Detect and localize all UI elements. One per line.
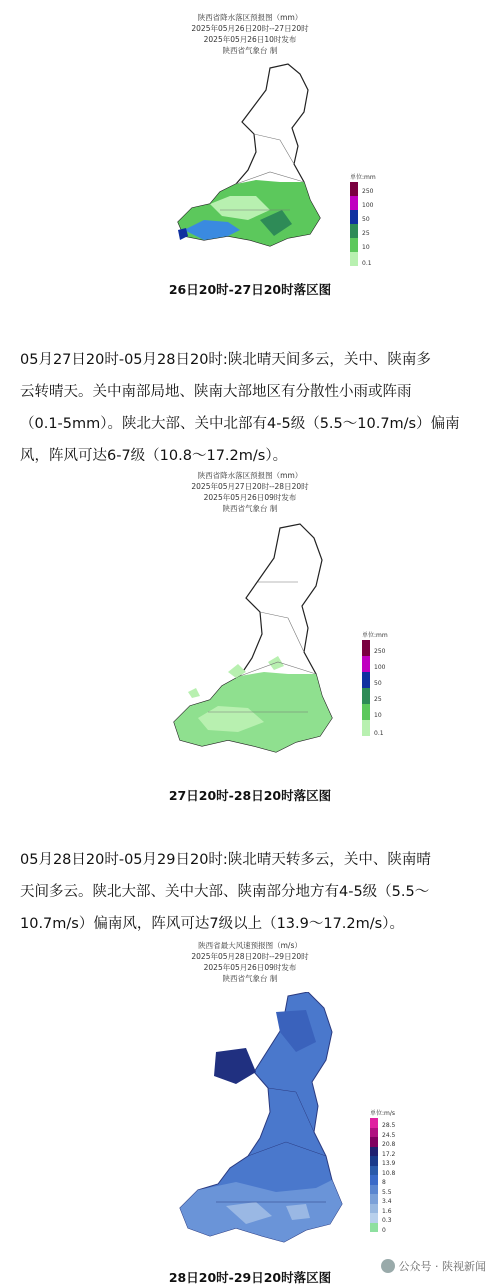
legend-swatch <box>362 720 370 736</box>
legend-label: 5.5 <box>382 1188 392 1196</box>
map-1-issued: 2025年05月26日10时发布 <box>203 35 297 44</box>
legend-swatch <box>370 1166 378 1176</box>
legend-swatch <box>370 1223 378 1233</box>
map-1-legend <box>350 172 390 272</box>
legend-swatch <box>350 210 358 224</box>
legend-label: 0.1 <box>374 730 384 737</box>
legend-swatch <box>370 1213 378 1223</box>
legend-swatch <box>350 238 358 252</box>
map-3-caption: 28日20时-29日20时落区图 <box>168 1270 332 1285</box>
map-2-title: 陕西省降水落区预报图（mm） <box>197 471 303 480</box>
wechat-icon <box>381 1259 395 1273</box>
watermark <box>381 1258 487 1274</box>
paragraph-line: 天间多云。陕北大部、关中大部、陕南部分地方有4-5级（5.5～ <box>20 884 430 900</box>
legend-swatch <box>350 196 358 210</box>
legend-swatch <box>362 672 370 688</box>
legend-label: 0.1 <box>362 260 372 267</box>
rain-map-1 <box>0 12 500 287</box>
legend-label: 50 <box>362 216 370 223</box>
map-1-issuer: 陕西省气象台 制 <box>222 46 278 55</box>
map-2-header <box>0 470 500 514</box>
legend-label: 10 <box>374 712 382 719</box>
legend-label: 250 <box>374 648 386 655</box>
legend-label: 250 <box>362 188 374 195</box>
map-1-title: 陕西省降水落区预报图（mm） <box>197 13 303 22</box>
map-3-period: 2025年05月28日20时--29日20时 <box>191 952 309 961</box>
legend-swatch <box>350 224 358 238</box>
legend-label: 25 <box>374 696 382 703</box>
legend-swatch <box>370 1118 378 1128</box>
legend-swatch <box>370 1137 378 1147</box>
legend-swatch <box>362 640 370 656</box>
map-1-header <box>0 12 500 56</box>
paragraph-line: 云转晴天。关中南部局地、陕南大部地区有分散性小雨或阵雨 <box>20 384 412 400</box>
shaanxi-map-1 <box>170 60 330 260</box>
forecast-paragraph-2 <box>20 844 482 940</box>
legend-swatch <box>362 704 370 720</box>
legend-swatch <box>370 1175 378 1185</box>
legend-label: 1.6 <box>382 1207 392 1215</box>
legend-swatch <box>370 1194 378 1204</box>
map-1-period: 2025年05月26日20时--27日20时 <box>191 24 309 33</box>
legend-swatch <box>350 182 358 196</box>
legend-swatch <box>362 688 370 704</box>
map-3-issuer: 陕西省气象台 制 <box>222 974 278 983</box>
paragraph-line: 风，阵风可达6-7级（10.8～17.2m/s）。 <box>20 448 288 464</box>
legend-swatch <box>370 1147 378 1157</box>
legend-label: 0.3 <box>382 1217 392 1224</box>
legend-title: 单位:mm <box>362 632 388 639</box>
legend-label: 17.2 <box>382 1150 396 1158</box>
legend-swatch <box>362 656 370 672</box>
map-2-period: 2025年05月27日20时--28日20时 <box>191 482 309 491</box>
legend-title: 单位:m/s <box>370 1110 396 1117</box>
legend-swatch <box>350 252 358 266</box>
map-2-issued: 2025年05月26日09时发布 <box>203 493 297 502</box>
legend-label: 3.4 <box>382 1198 392 1205</box>
legend-label: 20.8 <box>382 1141 396 1148</box>
legend-swatch <box>370 1128 378 1138</box>
wind-map <box>0 940 500 1260</box>
legend-swatch <box>370 1156 378 1166</box>
forecast-paragraph-1 <box>20 344 482 472</box>
map-3-issued: 2025年05月26日09时发布 <box>203 963 297 972</box>
shaanxi-map-3 <box>176 992 346 1262</box>
legend-label: 100 <box>374 664 386 671</box>
paragraph-line: 05月27日20时-05月28日20时:陕北晴天间多云，关中、陕南多 <box>20 352 431 368</box>
legend-label: 0 <box>382 1226 386 1234</box>
legend-label: 8 <box>382 1179 386 1186</box>
paragraph-line: 10.7m/s）偏南风，阵风可达7级以上（13.9～17.2m/s）。 <box>20 916 404 932</box>
legend-swatch <box>370 1185 378 1195</box>
legend-label: 10 <box>362 244 370 251</box>
legend-label: 28.5 <box>382 1122 396 1129</box>
paragraph-line: （0.1-5mm）。陕北大部、关中北部有4-5级（5.5～10.7m/s）偏南 <box>20 416 460 432</box>
map-2-caption: 27日20时-28日20时落区图 <box>168 788 332 803</box>
legend-label: 13.9 <box>382 1160 396 1167</box>
legend-label: 10.8 <box>382 1169 396 1177</box>
legend-title: 单位:mm <box>350 174 376 181</box>
legend-label: 24.5 <box>382 1131 396 1139</box>
map-2-issuer: 陕西省气象台 制 <box>222 504 278 513</box>
map-2-legend <box>362 630 402 740</box>
map-3-title: 陕西省最大风速预报图（m/s） <box>198 941 302 950</box>
rain-map-2 <box>0 470 500 780</box>
legend-label: 100 <box>362 202 374 209</box>
paragraph-line: 05月28日20时-05月29日20时:陕北晴天转多云，关中、陕南晴 <box>20 852 431 868</box>
map-3-legend <box>370 1108 410 1236</box>
legend-swatch <box>370 1204 378 1214</box>
legend-label: 50 <box>374 680 382 687</box>
map-1-caption: 26日20时-27日20时落区图 <box>168 282 332 297</box>
shaanxi-map-2 <box>168 522 338 772</box>
legend-label: 25 <box>362 230 370 237</box>
map-3-header <box>0 940 500 984</box>
watermark-text: 公众号 · 陕视新闻 <box>398 1260 486 1273</box>
